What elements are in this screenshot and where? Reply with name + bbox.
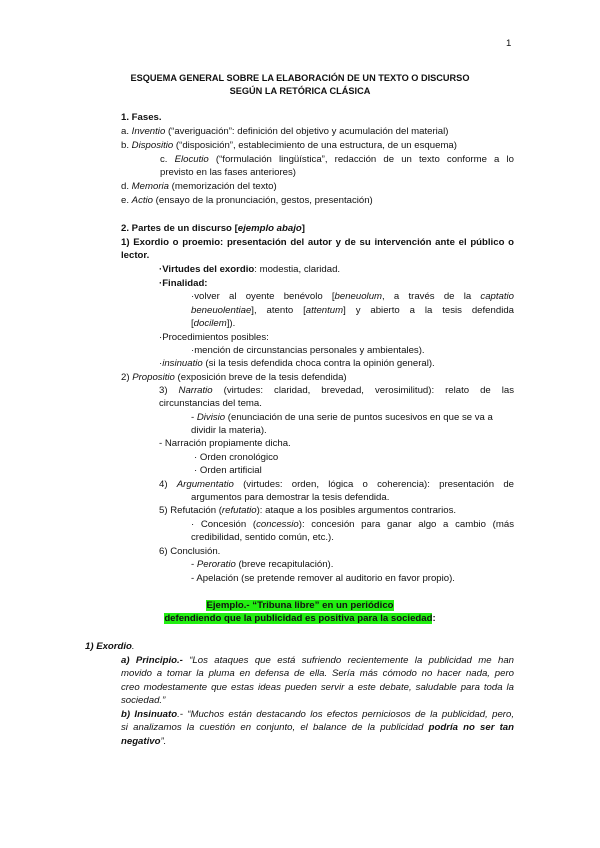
fase-b: b. Dispositio (“disposición”, establecimiento de una estructura, de un esquema) xyxy=(121,140,457,151)
concessio: · Concesión (concessio): concesión para ganar algo a cambio (más xyxy=(191,519,514,530)
finalidad-line1: ·volver al oyente benévolo [beneuolum, a través de la captatio xyxy=(191,291,515,302)
fase-c-cont: previsto en las fases anteriores) xyxy=(160,167,296,178)
orden-artificial: · Orden artificial xyxy=(194,465,262,476)
section-heading-partes: 2. Partes de un discurso [ejemplo abajo] xyxy=(121,223,305,234)
procedimiento-mencion: ·mención de circunstancias personales y ambientales). xyxy=(191,345,425,356)
divisio: - Divisio (enunciación de una serie de puntos sucesivos en que se va a xyxy=(191,412,493,423)
divisio-cont: dividir la materia). xyxy=(191,425,267,436)
finalidad-label: ·Finalidad: xyxy=(159,278,208,289)
orden-cronologico: · Orden cronológico xyxy=(194,452,279,463)
conclusion: 6) Conclusión. xyxy=(159,546,221,557)
insinuato-line1: b) Insinuato.- “Muchos están destacando los efectos perniciosos de la publicidad, pero, xyxy=(121,709,514,720)
fase-e: e. Actio (ensayo de la pronunciación, gestos, presentación) xyxy=(121,195,373,206)
document-title: ESQUEMA GENERAL SOBRE LA ELABORACIÓN DE UN TEXTO O DISCURSO xyxy=(130,73,470,83)
peroratio: - Peroratio (breve recapitulación). xyxy=(191,559,334,570)
fase-d: d. Memoria (memorización del texto) xyxy=(121,181,277,192)
procedimientos-label: ·Procedimientos posibles: xyxy=(159,332,269,343)
page-number: 1 xyxy=(506,38,512,49)
document-subtitle: SEGÚN LA RETÓRICA CLÁSICA xyxy=(229,86,371,96)
narracion-propiamente: - Narración propiamente dicha. xyxy=(159,438,291,449)
finalidad-line2: beneuolentiae], atento [attentum] y abierto a la tesis defendida xyxy=(191,305,514,316)
principio-line1: a) Principio.- “Los ataques que está sufriendo recientemente la publicidad me han xyxy=(121,655,514,666)
argumentatio-cont: argumentos para demostrar la tesis defendida. xyxy=(191,492,390,503)
exordio-heading: 1) Exordio o proemio: presentación del autor y de su intervención ante el público o xyxy=(121,237,514,248)
argumentatio: 4) Argumentatio (virtudes: orden, lógica o coherencia): presentación de xyxy=(159,479,514,490)
section-heading-fases: 1. Fases. xyxy=(121,112,162,123)
apelacion: - Apelación (se pretende remover al auditorio en favor propio). xyxy=(191,573,455,584)
insinuato-line3: negativo”. xyxy=(121,736,167,747)
ejemplo-subtitle: defendiendo que la publicidad es positiva para la sociedad: xyxy=(164,613,436,624)
fase-c: c. Elocutio (“formulación lingüística”, redacción de un texto conforme a lo xyxy=(160,154,514,165)
ejemplo-title: Ejemplo.- “Tribuna libre” en un periódico xyxy=(206,600,394,611)
procedimiento-insinuatio: ·insinuatio (si la tesis defendida choca contra la opinión general). xyxy=(159,358,435,369)
concessio-cont: credibilidad, sentido común, etc.). xyxy=(191,532,334,543)
insinuato-line2: si analizamos la cuestión en conjunto, el balance de la publicidad podría no ser tan xyxy=(121,722,515,733)
ejemplo-exordio: 1) Exordio. xyxy=(85,641,135,652)
narratio: 3) Narratio (virtudes: claridad, brevedad, verosimilitud): relato de las xyxy=(159,385,514,396)
virtudes-exordio: ·Virtudes del exordio: modestia, claridad. xyxy=(159,264,341,275)
finalidad-line3: [docilem]). xyxy=(191,318,236,329)
narratio-cont: circunstancias del tema. xyxy=(159,398,262,409)
exordio-heading-cont: lector. xyxy=(121,250,150,261)
refutatio: 5) Refutación (refutatio): ataque a los posibles argumentos contrarios. xyxy=(159,505,457,516)
principio-line2: movido a tomar la pluma en defensa de ella. Sería más cómodo no hacer nada, pero xyxy=(121,668,514,679)
propositio: 2) Propositio (exposición breve de la tesis defendida) xyxy=(121,372,347,383)
fase-a: a. Inventio (“averiguación”: definición del objetivo y acumulación del material) xyxy=(121,126,449,137)
principio-line3: creo modestamente que estas ideas pueden servir a este debate, saludable para toda la xyxy=(121,682,514,693)
principio-line4: sociedad.” xyxy=(121,695,166,706)
